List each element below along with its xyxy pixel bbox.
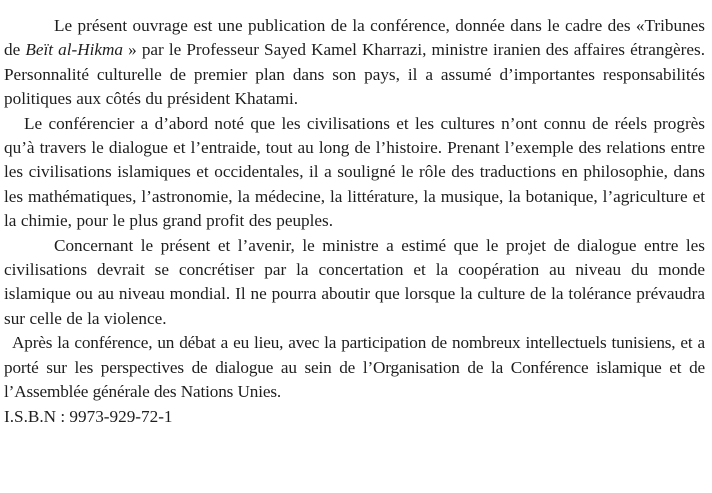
paragraph-civilisations: Le conférencier a d’abord noté que les civilisations et les cultures n’ont connu de réels progrès qu’à travers le dialogue et l’entraide, tout au long de l’histoire. Prenant l’exemple des relations entre les civilisations islamiques et occidentales, il a souligné le rôle des traductions en philosophie, dans les mathématiques, l’astronomie, la médecine, la littérature, la musique, la botanique, l’agriculture et la chimie, pour le plus grand profit des peuples. <box>4 113 705 231</box>
paragraph-future: Concernant le présent et l’avenir, le ministre a estimé que le projet de dialogue entre les civilisations devrait se concrétiser par la concertation et la coopération au niveau du monde islamique ou au niveau mondial. Il ne pourra aboutir que lorsque la culture de la tolérance prévaudra sur celle de la violence. <box>4 235 705 328</box>
paragraph-intro <box>4 14 705 112</box>
paragraph-intro-text-end: » par le Professeur Sayed Kamel Kharrazi, ministre iranien des affaires étrangères. Personnalité culturelle de premier plan dans son pays, il a assumé d’importantes responsabilités politiques aux côtés du président Khatami. <box>4 40 706 109</box>
isbn-line: I.S.B.N : 9973-929-72-1 <box>4 406 173 426</box>
paragraph-debate: Après la conférence, un débat a eu lieu, avec la participation de nombreux intellectuels tunisiens, et a porté sur les perspectives de dialogue au sein de l’Organisation de la Conférence islamique et de l’Assemblée générale des Nations Unies. <box>4 333 705 402</box>
institution-name-italic: Beït al-Hikma <box>25 40 124 60</box>
paragraph-intro-text-start: Le présent ouvrage est une publication de la conférence, donnée dans le cadre des «Tribunes de <box>4 16 705 60</box>
